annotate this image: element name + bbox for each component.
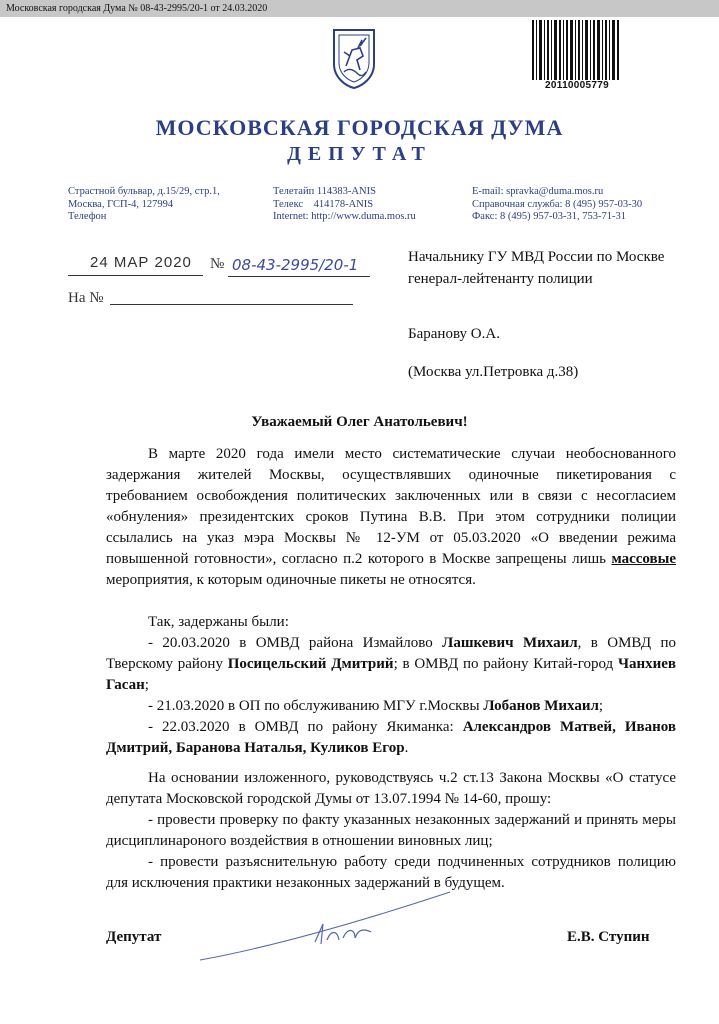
organization-subtitle: ДЕПУТАТ [287, 143, 432, 165]
addressee-name: Баранову О.А. [408, 326, 500, 342]
list-item: - 21.03.2020 в ОП по обслуживанию МГУ г.Москвы Лобанов Михаил; [148, 698, 604, 714]
number-label: № [210, 256, 225, 272]
addressee-title: Начальнику ГУ МВД России по Москве генерал-лейтенанту полиции [408, 249, 665, 287]
moscow-coat-of-arms-icon [330, 26, 378, 90]
list-item: - 20.03.2020 в ОМВД района Измайлово Лашкевич Михаил, в ОМВД по Тверскому району Посицельский Дмитрий; в ОМВД по району Китай-город Чанхиев Гасан; [106, 635, 677, 693]
contact-email-block [472, 186, 642, 224]
contact-website-link[interactable]: Internet: http://www.duma.mos.ru [273, 211, 416, 222]
date-stamp: 24 МАР 2020 [90, 254, 192, 271]
list-intro: Так, задержаны были: [148, 614, 289, 630]
contact-line: Справочная служба: 8 (495) 957-03-30 [472, 198, 643, 210]
contact-line: Москва, ГСП-4, 127994 [68, 198, 174, 210]
organization-title: МОСКОВСКАЯ ГОРОДСКАЯ ДУМА [155, 115, 564, 140]
list-item: - провести проверку по факту указанных незаконных задержаний и принять меры дисциплинароного воздействия в отношении виновных лиц; [106, 812, 676, 849]
contact-telex-block [273, 186, 416, 224]
registration-number: 08-43-2995/20-1 [232, 256, 359, 274]
contact-line: Телефон [68, 211, 107, 222]
letter-greeting: Уважаемый Олег Анатольевич! [251, 414, 468, 430]
emphasis-mass: массовые [611, 551, 676, 567]
request-intro: На основании изложенного, руководствуясь ч.2 ст.13 Закона Москвы «О статусе депутата Московской городской Думы от 13.07.1994 № 14-60, прошу: [106, 770, 676, 807]
barcode-icon [530, 20, 622, 82]
reference-underline [110, 304, 353, 305]
paragraph-detentions [106, 612, 676, 759]
contact-line: Страстной бульвар, д.15/29, стр.1, [68, 186, 220, 197]
reference-label: На № [68, 290, 104, 306]
signatory-title: Депутат [106, 929, 162, 945]
handwritten-signature [195, 880, 455, 970]
document-header-bar: Московская городская Дума № 08-43-2995/20-1 от 24.03.2020 [0, 0, 719, 17]
contact-line: Телекс 414178-ANIS [273, 198, 374, 210]
barcode-number: 20110005779 [545, 80, 609, 91]
list-item: - 22.03.2020 в ОМВД по району Якиманка: Александров Матвей, Иванов Дмитрий, Баранова Наталья, Куликов Егор. [106, 719, 676, 756]
contact-line: Телетайп 114383-ANIS [273, 186, 376, 197]
number-underline [228, 276, 370, 277]
contact-address-block [68, 186, 220, 224]
addressee-location: (Москва ул.Петровка д.38) [408, 364, 579, 380]
date-underline [68, 275, 203, 276]
paragraph-requests [106, 768, 676, 894]
paragraph-context: В марте 2020 года имели место систематические случаи необоснованного задержания жителей Москвы, осуществлявших одиночные пикетирования с требованием освобождения политических заключенных или в связи с несогласием «обнуления» президентских сроков Путина В.В. При этом сотрудники полиции ссылались на указ мэра Москвы № 12-УМ от 05.03.2020 «О введении режима повышенной готовности», согласно п.2 которого в Москве запрещены лишь массовые мероприятия, к которым одиночные пикеты не относятся. [106, 446, 676, 588]
contact-email-link[interactable]: E-mail: spravka@duma.mos.ru [472, 186, 604, 197]
list-item: - провести разъяснительную работу среди подчиненных сотрудников полицию для исключения практики незаконных задержаний в будущем. [106, 854, 676, 891]
signatory-name: Е.В. Ступин [567, 929, 650, 945]
contact-line: Факс: 8 (495) 957-03-31, 753-71-31 [472, 211, 626, 222]
